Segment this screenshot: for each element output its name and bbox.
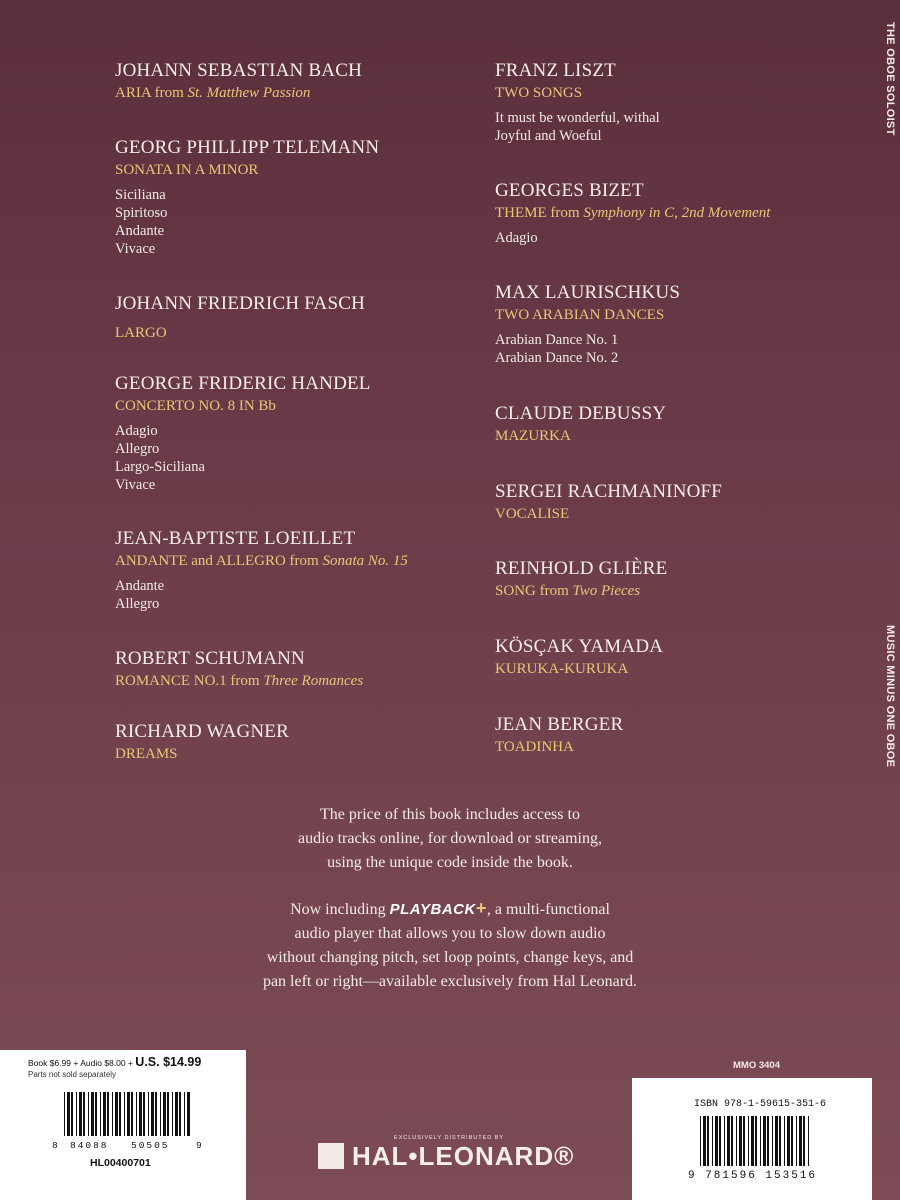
price-line: Book $6.99 + Audio $8.00 + U.S. $14.99 [28,1055,202,1069]
barcode-bar [163,1092,166,1136]
piece-title: ANDANTE and ALLEGRO from Sonata No. 15 [115,553,408,569]
barcode-bar [143,1092,145,1136]
program-entry [115,60,475,103]
info-line: pan left or right—available exclusively from Hal Leonard. [262,973,638,990]
piece-title: LARGO [115,325,167,341]
barcode-bar [167,1092,169,1136]
composer-name: RICHARD WAGNER [115,721,289,742]
barcode-bar [103,1092,106,1136]
composer-name: JOHANN FRIEDRICH FASCH [115,293,366,314]
barcode-bar [127,1092,130,1136]
piece-title: TWO ARABIAN DANCES [495,307,665,323]
barcode-bar [136,1092,137,1136]
program-entry [495,403,855,446]
piece-title: ROMANCE NO.1 from Three Romances [115,673,364,689]
barcode-bar [707,1116,709,1166]
program-entry [115,648,475,691]
upc-digits-group2: 50505 [131,1140,170,1151]
barcode-bar [88,1092,89,1136]
barcode-bar [71,1092,73,1136]
catalog-number: MMO 3404 [733,1060,780,1071]
movement: Spiritoso [115,205,168,221]
barcode-bar [743,1116,745,1166]
barcode-bar [148,1092,149,1136]
movement-list [495,331,855,367]
program-entry [495,282,855,367]
movement: Vivace [115,477,156,493]
upc-digit-left: 8 [52,1140,58,1151]
program-entry [495,714,855,757]
movement-list [495,109,855,145]
movement-list [115,186,475,258]
barcode-bar [115,1092,118,1136]
composer-name: JOHANN SEBASTIAN BACH [115,60,362,81]
barcode-bar [748,1116,749,1166]
program-entry [495,481,855,524]
program-entry [495,636,855,679]
barcode-bar [76,1092,77,1136]
barcode-bar [763,1116,766,1166]
barcode-bar [791,1116,793,1166]
piece-title: KURUKA-KURUKA [495,661,629,677]
piece-title: SONATA IN A MINOR [115,162,259,178]
composer-name: SERGEI RACHMANINOFF [495,481,723,502]
movement: Siciliana [115,187,166,203]
program-entry [115,528,475,613]
piece-title: VOCALISE [495,506,570,522]
barcode-bar [731,1116,733,1166]
composer-name: KÖSÇAK YAMADA [495,636,664,657]
barcode-bar [767,1116,769,1166]
barcode-bar [100,1092,101,1136]
barcode-bar [803,1116,805,1166]
barcode-bar [719,1116,721,1166]
barcode-bar [151,1092,154,1136]
barcode-bar [712,1116,713,1166]
publisher-logo [318,1135,580,1171]
composer-name: ROBERT SCHUMANN [115,648,305,669]
movement: Joyful and Woeful [495,128,602,144]
movement: Andante [115,578,165,594]
distributed-by-label: EXCLUSIVELY DISTRIBUTED BY [393,1135,505,1141]
barcode-bar [715,1116,718,1166]
barcode-bar [775,1116,778,1166]
composer-name: JEAN-BAPTISTE LOEILLET [115,528,356,549]
movement: Allegro [115,441,160,457]
upc-barcode [64,1092,192,1136]
piece-title: ARIA from St. Matthew Passion [115,85,311,101]
barcode-bar [796,1116,797,1166]
barcode-bar [95,1092,97,1136]
info-line: audio tracks online, for download or streaming, [298,830,602,847]
piece-title: TWO SONGS [495,85,583,101]
info-line: Now including PLAYBACK+, a multi-functional [290,898,610,918]
info-line: without changing pitch, set loop points, change keys, and [266,949,634,966]
barcode-bar [779,1116,781,1166]
audio-access-info [175,803,725,994]
publisher-name: HAL•LEONARD® [352,1141,575,1171]
composer-name: FRANZ LISZT [495,60,616,81]
upc-digits-group1: 84088 [70,1140,109,1151]
piece-title: THEME from Symphony in C, 2nd Movement [495,205,771,221]
barcode-bar [755,1116,757,1166]
movement: Arabian Dance No. 1 [495,332,619,348]
movement: Arabian Dance No. 2 [495,350,619,366]
upc-digit-right: 9 [196,1140,202,1151]
composer-name: MAX LAURISCHKUS [495,282,681,303]
isbn-text: ISBN 978-1-59615-351-6 [694,1099,827,1110]
isbn-box [632,1078,872,1200]
movement: Adagio [115,423,158,439]
barcode-bar [727,1116,730,1166]
barcode-bar [772,1116,773,1166]
barcode-bar [808,1116,809,1166]
playback-logo: PLAYBACK+ [389,898,487,918]
info-line: using the unique code inside the book. [327,854,573,871]
program-entry [495,558,855,601]
barcode-bar [179,1092,181,1136]
price-note: Parts not sold separately [28,1070,117,1079]
info-line: The price of this book includes access to [320,806,580,823]
spine-series: MUSIC MINUS ONE OBOE [884,625,896,768]
composer-name: CLAUDE DEBUSSY [495,403,667,424]
piece-title: CONCERTO NO. 8 IN Bb [115,398,276,414]
barcode-bar [703,1116,706,1166]
isbn-barcode-digits: 9 781596 153516 [688,1170,818,1182]
program-entry [115,373,475,494]
barcode-bar [139,1092,142,1136]
barcode-bar [119,1092,121,1136]
composer-name: GEORGES BIZET [495,180,644,201]
movement: Adagio [495,230,538,246]
barcode-bar [107,1092,109,1136]
piece-title: TOADINHA [495,739,574,755]
barcode-bar [155,1092,157,1136]
barcode-bar [79,1092,82,1136]
hal-leonard-emblem-icon [318,1143,344,1169]
movement: Andante [115,223,165,239]
piece-title: SONG from Two Pieces [495,583,641,599]
program-entry [495,180,855,247]
barcode-bar [700,1116,701,1166]
barcode-bar [175,1092,178,1136]
info-line: audio player that allows you to slow down audio [294,925,606,942]
barcode-bar [736,1116,737,1166]
barcode-bar [124,1092,125,1136]
barcode-bar [131,1092,133,1136]
barcode-bar [187,1092,190,1136]
program-entry [495,60,855,145]
isbn-barcode [700,1116,812,1166]
barcode-bar [799,1116,802,1166]
barcode-bar [64,1092,65,1136]
price-box [0,1050,246,1200]
composer-name: GEORG PHILLIPP TELEMANN [115,137,380,158]
barcode-bar [160,1092,161,1136]
piece-title: MAZURKA [495,428,571,444]
product-code: HL00400701 [90,1157,151,1169]
barcode-bar [784,1116,785,1166]
barcode-bar [67,1092,70,1136]
barcode-bar [739,1116,742,1166]
movement-list [115,577,475,613]
composer-name: GEORGE FRIDERIC HANDEL [115,373,371,394]
movement: Largo-Siciliana [115,459,205,475]
barcode-bar [112,1092,113,1136]
movement: It must be wonderful, withal [495,110,660,126]
barcode-bar [91,1092,94,1136]
barcode-bar [83,1092,85,1136]
movement: Vivace [115,241,156,257]
barcode-bar [760,1116,761,1166]
movement-list [115,422,475,494]
piece-title: DREAMS [115,746,178,762]
program-entry [115,293,475,343]
program-entry [115,721,475,764]
barcode-bar [184,1092,185,1136]
program-entry [115,137,475,258]
barcode-bar [787,1116,790,1166]
composer-name: REINHOLD GLIÈRE [495,558,668,579]
movement-list [495,229,855,247]
barcode-bar [172,1092,173,1136]
composer-name: JEAN BERGER [495,714,624,735]
barcode-bar [724,1116,725,1166]
barcode-bar [751,1116,754,1166]
spine-title: THE OBOE SOLOIST [884,22,896,136]
movement: Allegro [115,596,160,612]
